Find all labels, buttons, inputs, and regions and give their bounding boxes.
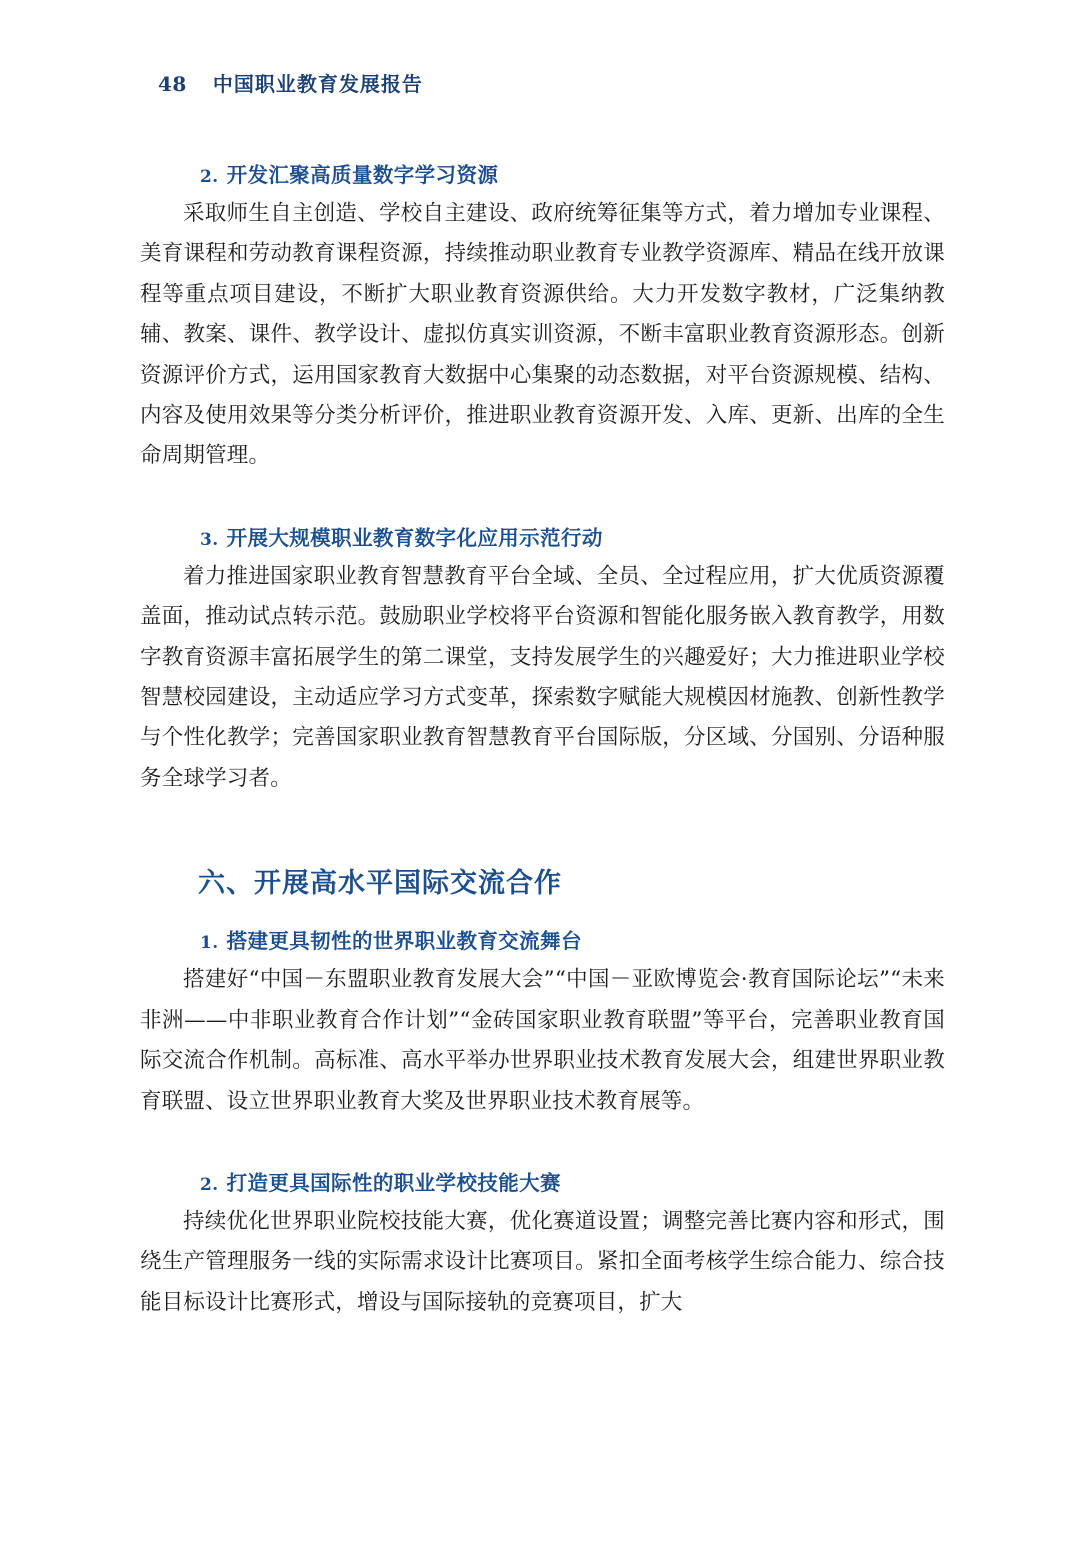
paragraph-3: 着力推进国家职业教育智慧教育平台全域、全员、全过程应用，扩大优质资源覆盖面，推动试点转示范。鼓励职业学校将平台资源和智能化服务嵌入教育教学，用数字教育资源丰富拓展学生的第二课堂，支持发展学生的兴趣爱好；大力推进职业学校智慧校园建设，主动适应学习方式变革，探索数字赋能大规模因材施教、创新性教学与个性化教学；完善国家职业教育智慧教育平台国际版，分区域、分国别、分语种服务全球学习者。 bbox=[140, 563, 945, 791]
paragraph-2: 采取师生自主创造、学校自主建设、政府统筹征集等方式，着力增加专业课程、美育课程和劳动教育课程资源，持续推动职业教育专业教学资源库、精品在线开放课程等重点项目建设，不断扩大职业教育资源供给。大力开发数字教材，广泛集纳教辅、教案、课件、教学设计、虚拟仿真实训资源，不断丰富职业教育资源形态。创新资源评价方式，运用国家教育大数据中心集聚的动态数据，对平台资源规模、结构、内容及使用效果等分类分析评价，推进职业教育资源开发、入库、更新、出库的全生命周期管理。 bbox=[140, 201, 945, 469]
subsection-number-6-1: 1. bbox=[200, 933, 219, 954]
subsection-heading-2 bbox=[200, 158, 945, 188]
subsection-title-3: 开展大规模职业教育数字化应用示范行动 bbox=[226, 525, 603, 550]
page-number: 48 bbox=[158, 72, 187, 96]
page-content bbox=[140, 140, 945, 1323]
page-header bbox=[158, 68, 423, 97]
book-title: 中国职业教育发展报告 bbox=[212, 72, 423, 96]
subsection-heading-6-1 bbox=[200, 924, 945, 954]
section-heading-six: 六、开展高水平国际交流合作 bbox=[198, 868, 562, 900]
spacer bbox=[140, 477, 945, 503]
paragraph-6-1: 搭建好“中国－东盟职业教育发展大会”“中国－亚欧博览会·教育国际论坛”“未来非洲——中非职业教育合作计划”“金砖国家职业教育联盟”等平台，完善职业教育国际交流合作机制。高标准、高水平举办世界职业技术教育发展大会，组建世界职业教育联盟、设立世界职业教育大奖及世界职业技术教育展等。 bbox=[140, 967, 945, 1114]
spacer bbox=[140, 1122, 945, 1148]
paragraph-6-2: 持续优化世界职业院校技能大赛，优化赛道设置；调整完善比赛内容和形式，围绕生产管理服务一线的实际需求设计比赛项目。紧扣全面考核学生综合能力、综合技能目标设计比赛形式，增设与国际接轨的竞赛项目，扩大 bbox=[140, 1208, 945, 1315]
subsection-title-2: 开发汇聚高质量数字学习资源 bbox=[226, 163, 499, 187]
subsection-number-2: 2. bbox=[200, 167, 219, 187]
subsection-number-3: 3. bbox=[200, 529, 219, 550]
subsection-heading-3 bbox=[200, 521, 945, 551]
subsection-title-6-1: 搭建更具韧性的世界职业教育交流舞台 bbox=[226, 929, 582, 954]
subsection-heading-6-2 bbox=[200, 1166, 945, 1196]
subsection-title-6-2: 打造更具国际性的职业学校技能大赛 bbox=[226, 1170, 561, 1195]
subsection-number-6-2: 2. bbox=[200, 1174, 219, 1195]
